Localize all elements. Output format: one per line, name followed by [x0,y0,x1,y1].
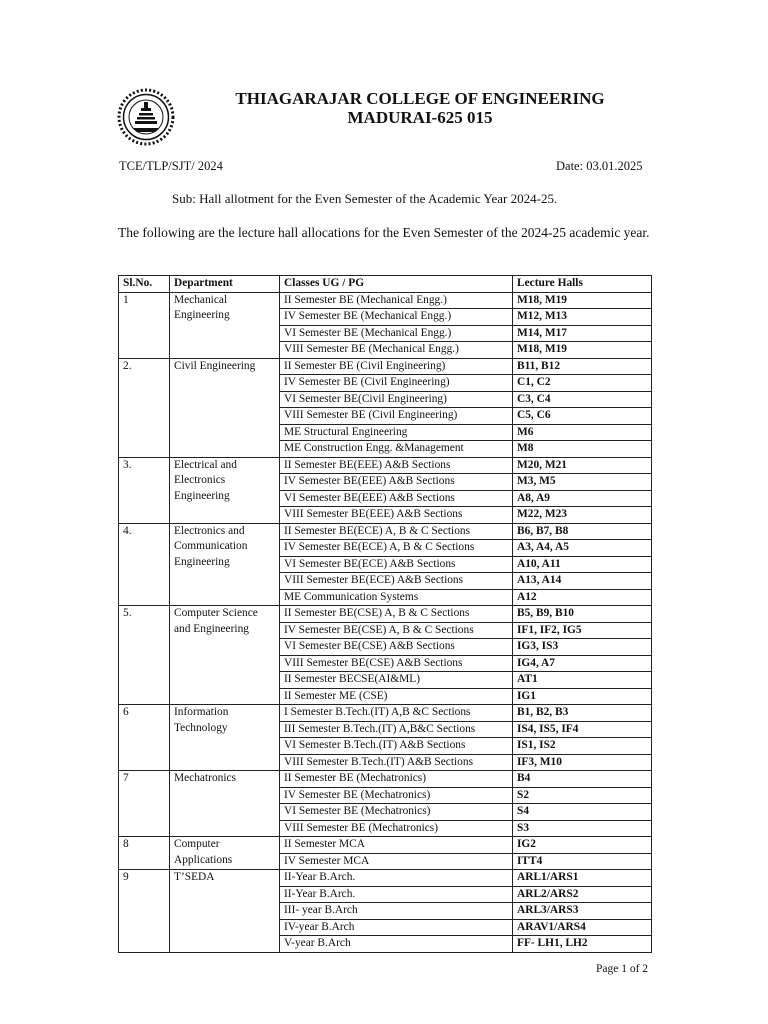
institution-name: THIAGARAJAR COLLEGE OF ENGINEERING [235,89,605,108]
subject-line: Sub: Hall allotment for the Even Semester of the Academic Year 2024-25. [172,191,558,206]
lecture-hall-cell: IG2 [513,837,652,854]
lecture-hall-cell: B5, B9, B10 [513,606,652,623]
lecture-hall-cell: FF- LH1, LH2 [513,936,652,953]
lecture-hall-cell: ARL3/ARS3 [513,903,652,920]
class-cell: IV Semester BE(CSE) A, B & C Sections [280,622,513,639]
class-cell: II Semester BE(ECE) A, B & C Sections [280,523,513,540]
table-row [119,837,652,854]
class-cell: II Semester BE (Mechatronics) [280,771,513,788]
table-body [119,292,652,952]
document-date: Date: 03.01.2025 [556,159,643,173]
lecture-hall-cell: M22, M23 [513,507,652,524]
department-cell: Electronics and Communication Engineering [170,523,280,606]
lecture-hall-cell: A13, A14 [513,573,652,590]
lecture-hall-cell: M8 [513,441,652,458]
class-cell: ME Structural Engineering [280,424,513,441]
class-cell: VI Semester BE(EEE) A&B Sections [280,490,513,507]
lecture-hall-cell: IS4, IS5, IF4 [513,721,652,738]
lecture-hall-cell: M18, M19 [513,292,652,309]
class-cell: II-Year B.Arch. [280,870,513,887]
class-cell: VI Semester B.Tech.(IT) A&B Sections [280,738,513,755]
department-cell: Information Technology [170,705,280,771]
serial-number-cell: 2. [119,358,170,457]
lecture-hall-cell: IG4, A7 [513,655,652,672]
class-cell: II Semester BE(EEE) A&B Sections [280,457,513,474]
serial-number-cell: 7 [119,771,170,837]
class-cell: II Semester ME (CSE) [280,688,513,705]
lecture-hall-cell: M20, M21 [513,457,652,474]
lecture-hall-cell: B1, B2, B3 [513,705,652,722]
class-cell: II-Year B.Arch. [280,886,513,903]
header-department: Department [170,276,280,293]
class-cell: ME Communication Systems [280,589,513,606]
lecture-hall-cell: B4 [513,771,652,788]
lecture-hall-cell: S2 [513,787,652,804]
class-cell: VIII Semester BE (Civil Engineering) [280,408,513,425]
lecture-hall-cell: ARL2/ARS2 [513,886,652,903]
class-cell: VI Semester BE (Mechanical Engg.) [280,325,513,342]
class-cell: VIII Semester B.Tech.(IT) A&B Sections [280,754,513,771]
table-row [119,523,652,540]
table-row [119,606,652,623]
header-lecture-halls: Lecture Halls [513,276,652,293]
department-cell: Mechatronics [170,771,280,837]
lecture-hall-cell: C1, C2 [513,375,652,392]
college-logo [117,88,175,146]
class-cell: IV-year B.Arch [280,919,513,936]
class-cell: IV Semester BE(ECE) A, B & C Sections [280,540,513,557]
class-cell: VI Semester BE(ECE) A&B Sections [280,556,513,573]
department-cell: Computer Science and Engineering [170,606,280,705]
hall-allotment-table [118,275,652,953]
lecture-hall-cell: IF1, IF2, IG5 [513,622,652,639]
class-cell: II Semester BE (Civil Engineering) [280,358,513,375]
class-cell: VIII Semester BE (Mechatronics) [280,820,513,837]
lecture-hall-cell: ARL1/ARS1 [513,870,652,887]
class-cell: IV Semester BE (Mechanical Engg.) [280,309,513,326]
class-cell: II Semester BECSE(AI&ML) [280,672,513,689]
class-cell: VIII Semester BE(ECE) A&B Sections [280,573,513,590]
lecture-hall-cell: A3, A4, A5 [513,540,652,557]
lecture-hall-cell: IF3, M10 [513,754,652,771]
lecture-hall-cell: IG3, IS3 [513,639,652,656]
table-row [119,292,652,309]
lecture-hall-cell: M6 [513,424,652,441]
serial-number-cell: 4. [119,523,170,606]
class-cell: V-year B.Arch [280,936,513,953]
class-cell: IV Semester BE (Civil Engineering) [280,375,513,392]
table-header-row [119,276,652,293]
table-row [119,870,652,887]
lecture-hall-cell: ARAV1/ARS4 [513,919,652,936]
department-cell: Civil Engineering [170,358,280,457]
class-cell: VIII Semester BE(CSE) A&B Sections [280,655,513,672]
department-cell: T’SEDA [170,870,280,953]
class-cell: VI Semester BE(CSE) A&B Sections [280,639,513,656]
lecture-hall-cell: A12 [513,589,652,606]
table-row [119,457,652,474]
class-cell: IV Semester MCA [280,853,513,870]
class-cell: VIII Semester BE (Mechanical Engg.) [280,342,513,359]
class-cell: IV Semester BE (Mechatronics) [280,787,513,804]
class-cell: III Semester B.Tech.(IT) A,B&C Sections [280,721,513,738]
class-cell: II Semester BE(CSE) A, B & C Sections [280,606,513,623]
lecture-hall-cell: C3, C4 [513,391,652,408]
intro-paragraph: The following are the lecture hall allocations for the Even Semester of the 2024-25 academic year. [118,225,650,240]
header-classes: Classes UG / PG [280,276,513,293]
header-slno: Sl.No. [119,276,170,293]
lecture-hall-cell: C5, C6 [513,408,652,425]
lecture-hall-cell: M12, M13 [513,309,652,326]
serial-number-cell: 6 [119,705,170,771]
serial-number-cell: 8 [119,837,170,870]
class-cell: II Semester BE (Mechanical Engg.) [280,292,513,309]
lecture-hall-cell: ITT4 [513,853,652,870]
lecture-hall-cell: AT1 [513,672,652,689]
lecture-hall-cell: A10, A11 [513,556,652,573]
lecture-hall-cell: B11, B12 [513,358,652,375]
class-cell: I Semester B.Tech.(IT) A,B &C Sections [280,705,513,722]
lecture-hall-cell: IG1 [513,688,652,705]
department-cell: Computer Applications [170,837,280,870]
lecture-hall-cell: M3, M5 [513,474,652,491]
serial-number-cell: 5. [119,606,170,705]
class-cell: II Semester MCA [280,837,513,854]
serial-number-cell: 3. [119,457,170,523]
department-cell: Electrical and Electronics Engineering [170,457,280,523]
institution-address: MADURAI-625 015 [347,108,493,127]
table-row [119,705,652,722]
class-cell: VI Semester BE(Civil Engineering) [280,391,513,408]
class-cell: VIII Semester BE(EEE) A&B Sections [280,507,513,524]
lecture-hall-cell: M14, M17 [513,325,652,342]
table-row [119,358,652,375]
page-number: Page 1 of 2 [596,963,649,975]
reference-number: TCE/TLP/SJT/ 2024 [119,159,223,173]
class-cell: ME Construction Engg. &Management [280,441,513,458]
lecture-hall-cell: M18, M19 [513,342,652,359]
class-cell: VI Semester BE (Mechatronics) [280,804,513,821]
department-cell: Mechanical Engineering [170,292,280,358]
serial-number-cell: 1 [119,292,170,358]
lecture-hall-cell: S3 [513,820,652,837]
table-row [119,771,652,788]
lecture-hall-cell: A8, A9 [513,490,652,507]
lecture-hall-cell: B6, B7, B8 [513,523,652,540]
class-cell: III- year B.Arch [280,903,513,920]
serial-number-cell: 9 [119,870,170,953]
lecture-hall-cell: S4 [513,804,652,821]
lecture-hall-cell: IS1, IS2 [513,738,652,755]
class-cell: IV Semester BE(EEE) A&B Sections [280,474,513,491]
